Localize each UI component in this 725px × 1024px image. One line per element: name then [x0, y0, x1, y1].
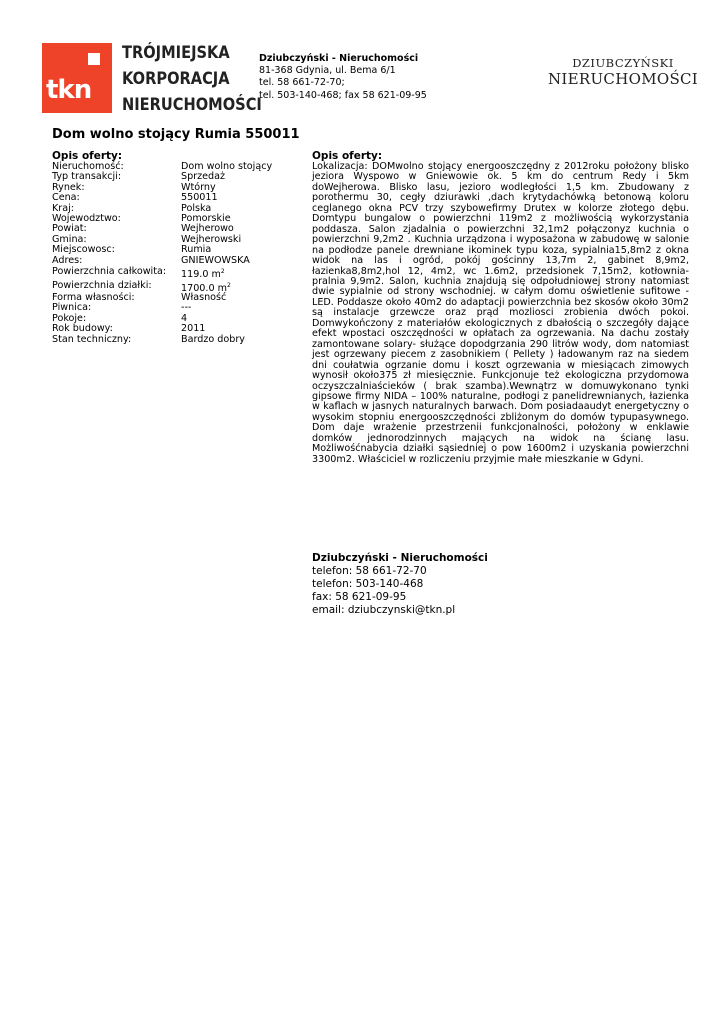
attr-value: Dom wolno stojący [181, 161, 273, 172]
attr-row [52, 256, 282, 266]
attr-label: Piwnica: [52, 302, 92, 314]
attr-value: Wejherowo [181, 223, 234, 235]
agency-name: Dziubczyński - Nieruchomości [259, 53, 419, 64]
attr-label: Pokoje: [52, 312, 87, 324]
attr-row-area-total [52, 267, 282, 280]
attr-label: Rok budowy: [52, 323, 113, 335]
logo-wordmark [122, 40, 262, 118]
attr-label: Powiat: [52, 223, 87, 235]
logo-word-2: KORPORACJA [122, 69, 230, 89]
area-unit-sup: 2 [226, 282, 231, 290]
listing-title: Dom wolno stojący Rumia 550011 [52, 127, 300, 142]
attr-label: Kraj: [52, 202, 75, 214]
attr-label: Miejscowosc: [52, 244, 115, 256]
attr-value: --- [181, 302, 192, 314]
attr-label: Typ transakcji: [52, 171, 122, 183]
attr-label: Cena: [52, 192, 80, 204]
attr-label: Stan techniczny: [52, 333, 132, 345]
attr-row [52, 183, 282, 193]
agency-phone-2: tel. 503-140-468; fax 58 621-09-95 [259, 89, 427, 101]
description-heading: Opis oferty: [312, 150, 383, 162]
brand-line-2: NIERUCHOMOŚCI [548, 70, 699, 88]
contact-name: Dziubczyński - Nieruchomości [312, 552, 488, 564]
attr-label: Nieruchomość: [52, 161, 124, 172]
attr-label: Gmina: [52, 233, 87, 245]
attr-row [52, 172, 282, 182]
attr-label: Adres: [52, 254, 83, 266]
attr-value: Sprzedaż [181, 171, 226, 183]
offer-description [312, 150, 689, 465]
attr-value: 4 [181, 312, 188, 324]
logo-word-1: TRÓJMIEJSKA [122, 43, 230, 63]
attr-value: Pomorskie [181, 213, 231, 225]
attr-label: Powierzchnia działki: [52, 280, 152, 292]
contact-block [312, 552, 488, 617]
contact-phone-1: telefon: 58 661-72-70 [312, 565, 427, 577]
logo-mark-text: tkn [46, 75, 92, 105]
area-unit-sup: 2 [220, 267, 225, 275]
agency-address: 81-368 Gdynia, ul. Bema 6/1 [259, 65, 396, 77]
attr-value [181, 267, 282, 280]
brand-logo [548, 56, 698, 88]
brand-line-1: DZIUBCZYŃSKI [572, 56, 674, 70]
attr-row [52, 324, 282, 334]
contact-phone-2: telefon: 503-140-468 [312, 578, 424, 590]
offer-attributes [52, 150, 282, 345]
tkn-logo-mark [42, 43, 112, 113]
logo-square [88, 53, 100, 65]
attr-value: Rumia [181, 244, 212, 256]
attr-value: GNIEWOWSKA [181, 254, 250, 266]
contact-email[interactable]: email: dziubczynski@tkn.pl [312, 604, 456, 616]
attr-value: Wtórny [181, 181, 216, 193]
attr-value: Własność [181, 291, 227, 303]
contact-fax: fax: 58 621-09-95 [312, 591, 407, 603]
description-text: Lokalizacja: DOMwolno stojący energooszczędny z 2012roku położony blisko jeziora Wyspowo w Gniewowie ok. 5 km do centrum Redy i 5km doWejherowa. Blisko lasu, jezioro wodległości 1,5 km. Zbudowany z porothermu 30, cegły dziurawki ,dach krytydachówką betonową koloru ceglanego okna PCV trzy szybowefirmy Drutex w kolorze złotego dębu. Domtypu bungalow o powierzchni 119m2 z możliwością wykorzystania poddasza. Salon zjadalnia o powierzchni 32,1m2 połączonyz kuchnia o powierzchni 9,2m2 . Kuchnia urządzona i wyposażona w zabudowę w salonie na podłodze panele drewniane ikominek typu koza, sypialnia15,8m2 z okna widok na las i ogród, pokój gościnny 13,7m 2, gabinet 8,9m2, łazienka8,8m2,hol 12, 4m2, wc 1.6m2, przedsionek 7,15m2, kotłownia- pralnia 9,9m2. Salon, kuchnia znajdują się odpołudniowej strony natomiast dwie sypialnie od strony wschodniej. w całym domu oświetlenie sufitowe - LED. Poddasze około 40m2 do adaptacji powierzchnia bez skosów około 30m2 są instalacje grzewcze oraz prąd mozliosci zrobienia dwóch pokoi. Domwykończony z materiałów ekologicznych z dbałością o szczegóły dające efekt wpostaci oszczędności w opłatach za ogrzewania. Na dachu zostały zamontowane solary- służące dopodgrzania 290 litrów wody, dom natomiast jest ogrzewany piecem z zasobnikiem ( Pellety ) ładowanym raz na siedem dni coułatwia ogrzanie domu i koszt ogrzewania w miesiącach zimowych wynosił około375 zł miesięcznie. Funkcjonuje też ekologiczna przydomowa oczyszczalniaścieków ( brak szamba).Wewnątrz w domuwykonano tynki gipsowe firmy NIDA – 100% naturalne, podłogi z panelidrewnianych, łazienka w kaflach w jasnych naturalnych barwach. Dom posiadaaudyt energetyczny o wysokim stopniu energooszczędności zbliżonym do domów typupasywnego. Dom daje wrażenie przestrzenii funkcjonalności, położony w enklawie domków jednorodzinnych mających na widok na ścianę lasu. Możliwośćnabycia działki sąsiedniej o pow 1600m2 i uzyskania powierzchni 3300m2. Właściciel w rozliczeniu przyjmie małe mieszkanie w Gdyni. [312, 161, 689, 465]
attr-value: Polska [181, 202, 212, 214]
logo-word-3: NIERUCHOMOŚCI [122, 95, 262, 115]
offer-heading: Opis oferty: [52, 150, 123, 162]
attr-row [52, 303, 282, 313]
attr-label: Powierzchnia całkowita: [52, 266, 167, 278]
attr-value: Bardzo dobry [181, 333, 245, 345]
attr-row [52, 335, 282, 345]
attr-label: Rynek: [52, 181, 85, 193]
attr-value: Wejherowski [181, 233, 242, 245]
attr-label: Forma własności: [52, 291, 135, 303]
attr-value: 2011 [181, 323, 206, 335]
attr-value: 550011 [181, 192, 218, 204]
area-total-value: 119.0 m [181, 269, 221, 281]
attr-row [52, 193, 282, 203]
agency-header [259, 53, 427, 102]
attr-label: Wojewodztwo: [52, 213, 121, 225]
area-plot-value: 1700.0 m [181, 283, 227, 295]
agency-phone-1: tel. 58 661-72-70; [259, 77, 345, 89]
